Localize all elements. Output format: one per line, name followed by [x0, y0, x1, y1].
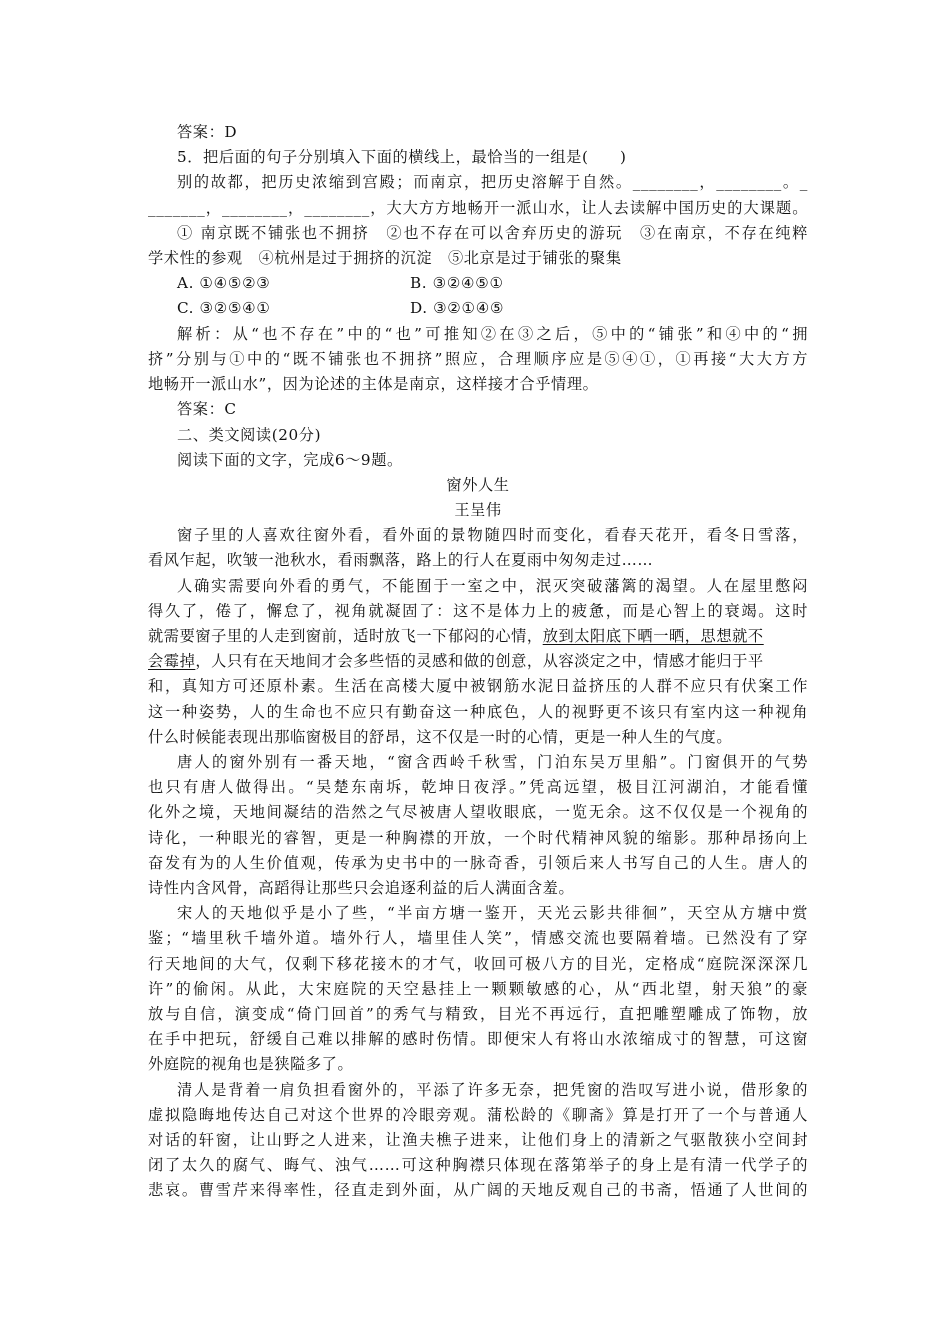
underlined-sentence: 会霉掉 — [148, 652, 196, 670]
article-line: 对话的轩窗，让山野之人进来，让渔夫樵子进来，让他们身上的清新之气驱散狭小空间封 — [148, 1131, 808, 1149]
article-line: 看风乍起，吹皱一池秋水，看雨飘落，路上的行人在夏雨中匆匆走过…… — [148, 551, 654, 569]
article-line: 鉴；“墙里秋千墙外道。墙外行人，墙里佳人笑”，情感交流也要隔着墙。已然没有了穿 — [148, 929, 808, 947]
choice-a: A. ①④⑤②③ — [177, 274, 271, 292]
article-author: 王呈伟 — [454, 501, 502, 519]
q5-options-text: 学术性的参观 ④杭州是过于拥挤的沉淀 ⑤北京是过于铺张的聚集 — [148, 249, 622, 267]
q5-options-text: ① 南京既不铺张也不拥挤 ②也不存在可以舍弃历史的游玩 ③在南京，不存在纯粹 — [177, 224, 808, 242]
article-line: 这一种姿势，人的生命也不应只有勤奋这一种底色，人的视野更不该只有室内这一种视角 — [148, 703, 808, 721]
article-line: 化外之境，天地间凝结的浩然之气尽被唐人望收眼底，一览无余。这不仅仅是一个视角的 — [148, 803, 808, 821]
q5-answer: 答案：C — [177, 400, 237, 418]
article-line: 诗化，一种眼光的睿智，更是一种胸襟的开放，一个时代精神风貌的缩影。那种昂扬向上 — [148, 829, 808, 847]
underlined-sentence: 放到太阳底下晒一晒，思想就不 — [542, 627, 764, 645]
article-line: 得久了，倦了，懈怠了，视角就凝固了：这不是体力上的疲惫，而是心智上的衰竭。这时 — [148, 602, 808, 620]
q5-passage-line: _______，________，________，大大方方地畅开一派山水，让人去读解中国历史的大课题。 — [148, 199, 808, 217]
article-line: 什么时候能表现出那临窗极目的舒昂，这不仅是一时的心情，更是一种人生的气度。 — [148, 728, 733, 746]
article-line: 诗性内含风骨，高蹈得让那些只会追逐利益的后人满面含羞。 — [148, 879, 575, 897]
article-line: 放与自信，演变成“倚门回首”的秀气与精致，目光不再远行，直把雕塑雕成了饰物，放 — [148, 1005, 808, 1023]
article-line: 许”的偷闲。从此，大宋庭院的天空悬挂上一颗颗敏感的心，从“西北望，射天狼”的豪 — [148, 980, 808, 998]
article-line: 人确实需要向外看的勇气，不能囿于一室之中，泯灭突破藩篱的渴望。人在屋里憋闷 — [177, 577, 808, 595]
article-line — [148, 651, 808, 671]
q5-analysis: 挤”分别与①中的“既不铺张也不拥挤”照应，合理顺序应是⑤④①，①再接“大大方方 — [148, 350, 808, 368]
article-line: 虚拟隐晦地传达自己对这个世界的冷眼旁观。蒲松龄的《聊斋》算是打开了一个与普通人 — [148, 1106, 808, 1124]
q4-answer: 答案：D — [177, 123, 238, 141]
article-line: 闭了太久的腐气、晦气、浊气……可这种胸襟只体现在落第举子的身上是有清一代学子的 — [148, 1156, 808, 1174]
section-instruction: 阅读下面的文字，完成6～9题。 — [177, 451, 403, 469]
article-text: ，人只有在天地间才会多些悟的灵感和做的创意，从容淡定之中，情感才能归于平 — [195, 652, 764, 670]
q5-stem: 5．把后面的句子分别填入下面的横线上，最恰当的一组是( ) — [177, 148, 627, 166]
q5-analysis: 解析：从“也不存在”中的“也”可推知②在③之后，⑤中的“铺张”和④中的“拥 — [177, 325, 808, 343]
article-line: 也只有唐人做得出。“吴楚东南坼，乾坤日夜浮。”凭高远望，极目江河湖泊，才能看懂 — [148, 778, 808, 796]
article-line: 宋人的天地似乎是小了些，“半亩方塘一鉴开，天光云影共徘徊”，天空从方塘中赏 — [177, 904, 808, 922]
article-text: 就需要窗子里的人走到窗前，适时放飞一下郁闷的心情， — [148, 627, 543, 645]
choice-b: B. ③②④⑤① — [410, 274, 504, 292]
article-line: 奋发有为的人生价值观，传承为史书中的一脉奇香，引领后来人书写自己的人生。唐人的 — [148, 854, 808, 872]
article-line: 在手中把玩，舒缓自己难以排解的感时伤情。即便宋人有将山水浓缩成寸的智慧，可这窗 — [148, 1030, 808, 1048]
article-line: 和，真知方可还原朴素。生活在高楼大厦中被钢筋水泥日益挤压的人群不应只有伏案工作 — [148, 677, 808, 695]
article-line: 悲哀。曹雪芹来得率性，径直走到外面，从广阔的天地反观自己的书斋，悟通了人世间的 — [148, 1181, 808, 1199]
article-line: 唐人的窗外别有一番天地，“窗含西岭千秋雪，门泊东吴万里船”。门窗俱开的气势 — [177, 753, 808, 771]
section-heading: 二、类文阅读(20分) — [177, 426, 322, 444]
choice-d: D. ③②①④⑤ — [410, 299, 505, 317]
q5-passage-line: 别的故都，把历史浓缩到宫殿；而南京，把历史溶解于自然。________，________。_ — [177, 173, 808, 191]
article-title: 窗外人生 — [446, 476, 510, 494]
article-line — [148, 626, 808, 646]
article-line: 清人是背着一肩负担看窗外的，平添了许多无奈，把凭窗的浩叹写进小说，借形象的 — [177, 1081, 808, 1099]
article-line: 窗子里的人喜欢往窗外看，看外面的景物随四时而变化，看春天花开，看冬日雪落， — [177, 526, 808, 544]
q5-analysis: 地畅开一派山水”，因为论述的主体是南京，这样接才合乎情理。 — [148, 375, 599, 393]
article-line: 行天地间的大气，仅剩下移花接木的才气，收回可极八方的目光，定格成“庭院深深深几 — [148, 955, 808, 973]
choice-c: C. ③②⑤④① — [177, 299, 271, 317]
article-line: 外庭院的视角也是狭隘多了。 — [148, 1055, 354, 1073]
